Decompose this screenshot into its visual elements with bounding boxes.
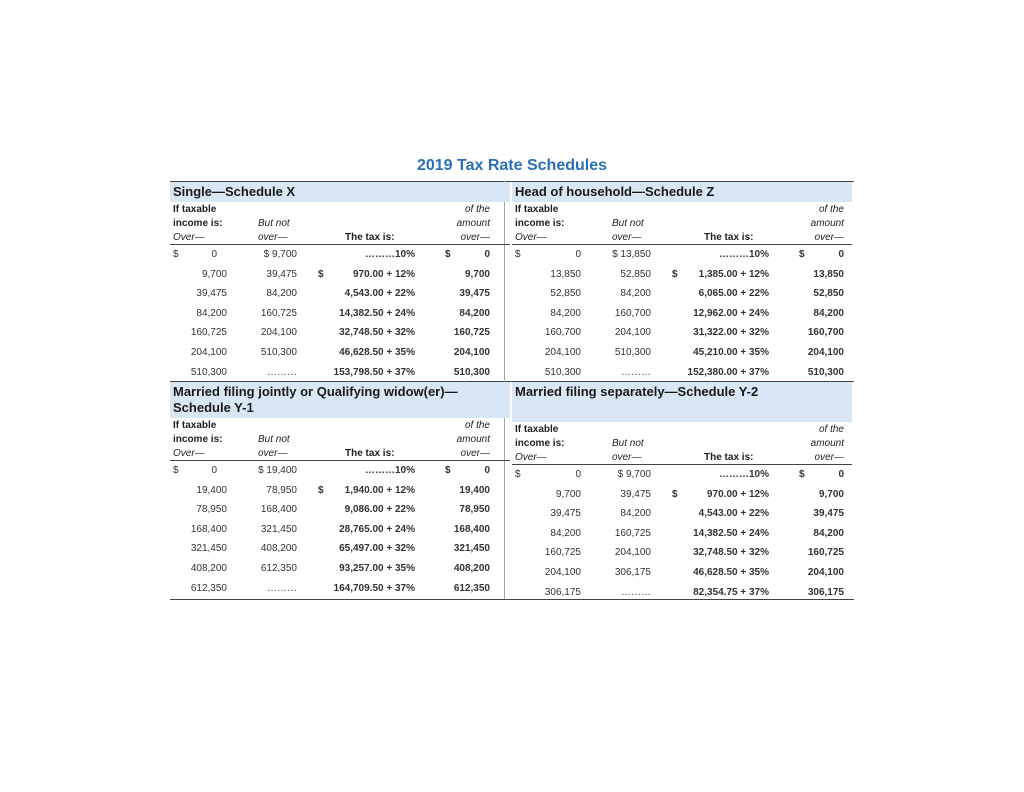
schedule-heading xyxy=(170,382,510,418)
tax-dollar: $ xyxy=(672,268,678,280)
over-value: 510,300 xyxy=(544,366,581,378)
tax-value: 970.00 + 12% xyxy=(353,268,415,280)
header-but-not-over: over— xyxy=(258,448,288,459)
rate-rows xyxy=(512,465,852,602)
amount-value: 306,175 xyxy=(807,586,844,598)
over-value: 306,175 xyxy=(544,586,581,598)
amount-value: 9,700 xyxy=(464,268,490,280)
amount-value: 84,200 xyxy=(813,307,844,319)
tax-value: 1,385.00 + 12% xyxy=(698,268,769,280)
tax-value: 153,798.50 + 37% xyxy=(333,366,415,378)
over-value: 408,200 xyxy=(190,562,227,574)
header-but-not: But not xyxy=(258,434,290,445)
tax-value: ………10% xyxy=(718,249,769,260)
header-but-not: But not xyxy=(258,218,290,229)
amount-value: 39,475 xyxy=(813,508,844,520)
but-not-value: 204,100 xyxy=(614,327,651,339)
tax-value: 31,322.00 + 32% xyxy=(693,327,769,339)
amount-value: 510,300 xyxy=(453,366,490,378)
rate-row xyxy=(170,284,510,304)
header-if-taxable: If taxable xyxy=(173,420,217,431)
header-if-taxable: If taxable xyxy=(515,204,559,215)
header-but-not-over: over— xyxy=(612,232,642,243)
schedule-z xyxy=(512,182,852,382)
header-tax-is: The tax is: xyxy=(345,448,395,459)
header-income-is: income is: xyxy=(173,218,223,229)
tax-value: ………10% xyxy=(718,469,769,480)
tax-value: ………10% xyxy=(364,465,415,476)
tax-value: 1,940.00 + 12% xyxy=(344,484,415,496)
header-of-the: of the xyxy=(818,424,844,435)
header-but-not-over: over— xyxy=(612,452,642,463)
rate-row xyxy=(512,563,852,583)
but-not-value: 52,850 xyxy=(620,268,651,280)
header-over: Over— xyxy=(515,232,547,243)
rate-row xyxy=(512,284,852,304)
header-but-not-over: over— xyxy=(258,232,288,243)
tax-value: 46,628.50 + 35% xyxy=(693,566,769,578)
amount-value: 78,950 xyxy=(459,504,490,516)
but-not-value: 160,725 xyxy=(260,307,297,319)
amount-value: 0 xyxy=(838,249,844,260)
but-not-value: 84,200 xyxy=(620,288,651,300)
amount-value: 160,700 xyxy=(807,327,844,339)
but-not-value: 612,350 xyxy=(260,562,297,574)
column-headers xyxy=(170,202,510,245)
amount-value: 39,475 xyxy=(459,288,490,300)
amount-value: 19,400 xyxy=(459,484,490,496)
but-not-value: 39,475 xyxy=(266,268,297,280)
tax-value: 93,257.00 + 35% xyxy=(339,562,415,574)
tax-value: 4,543.00 + 22% xyxy=(344,288,415,300)
header-of-the: of the xyxy=(464,204,490,215)
over-value: 612,350 xyxy=(190,582,227,594)
header-over: Over— xyxy=(173,448,205,459)
over-value: 84,200 xyxy=(196,307,227,319)
over-value: 168,400 xyxy=(190,523,227,535)
amount-value: 0 xyxy=(838,469,844,480)
rate-rows xyxy=(512,245,852,382)
rate-row xyxy=(170,500,510,520)
header-amount-over: over— xyxy=(460,232,490,243)
over-value: 39,475 xyxy=(196,288,227,300)
schedule-x xyxy=(170,182,510,382)
over-value: 160,725 xyxy=(544,547,581,559)
header-amount: amount xyxy=(456,434,490,445)
rate-row xyxy=(512,504,852,524)
amount-value: 84,200 xyxy=(813,527,844,539)
header-tax-is: The tax is: xyxy=(345,232,395,243)
over-dollar: $ xyxy=(173,465,179,476)
header-income-is: income is: xyxy=(515,438,565,449)
over-value: 204,100 xyxy=(544,566,581,578)
rate-rows xyxy=(170,461,510,598)
rate-row xyxy=(170,304,510,324)
rate-row xyxy=(170,539,510,559)
rate-rows xyxy=(170,245,510,382)
rate-row xyxy=(170,520,510,540)
rate-row xyxy=(170,363,510,383)
over-value: 510,300 xyxy=(190,366,227,378)
tax-value: 32,748.50 + 32% xyxy=(339,327,415,339)
rate-row xyxy=(170,323,510,343)
tax-value: ………10% xyxy=(364,249,415,260)
header-income-is: income is: xyxy=(515,218,565,229)
header-but-not: But not xyxy=(612,218,644,229)
header-if-taxable: If taxable xyxy=(173,204,217,215)
rate-row xyxy=(512,323,852,343)
but-not-value: 39,475 xyxy=(620,488,651,500)
over-value: 9,700 xyxy=(201,268,227,280)
over-value: 39,475 xyxy=(550,508,581,520)
amount-value: 204,100 xyxy=(807,566,844,578)
rate-row xyxy=(170,559,510,579)
rate-row xyxy=(170,461,510,481)
rate-row xyxy=(170,265,510,285)
amount-value: 160,725 xyxy=(807,547,844,559)
header-if-taxable: If taxable xyxy=(515,424,559,435)
header-amount-over: over— xyxy=(814,452,844,463)
over-value: 160,700 xyxy=(544,327,581,339)
amount-value: 204,100 xyxy=(807,346,844,358)
tax-value: 12,962.00 + 24% xyxy=(693,307,769,319)
page-title: 2019 Tax Rate Schedules xyxy=(416,157,608,174)
tax-value: 28,765.00 + 24% xyxy=(339,523,415,535)
amount-value: 84,200 xyxy=(459,307,490,319)
tax-dollar: $ xyxy=(672,488,678,500)
rate-row xyxy=(512,485,852,505)
over-value: 0 xyxy=(211,249,217,260)
but-not-value: 84,200 xyxy=(620,508,651,520)
header-over: Over— xyxy=(515,452,547,463)
tax-value: 45,210.00 + 35% xyxy=(693,346,769,358)
tax-dollar: $ xyxy=(318,484,324,496)
but-not-value: ……… xyxy=(621,586,651,598)
amount-value: 204,100 xyxy=(453,346,490,358)
schedule-heading: Head of household—Schedule Z xyxy=(512,182,852,202)
but-not-value: $ 9,700 xyxy=(263,249,297,260)
but-not-value: 160,700 xyxy=(614,307,651,319)
but-not-value: 204,100 xyxy=(614,547,651,559)
but-not-value: ……… xyxy=(267,582,297,594)
rate-row xyxy=(512,245,852,265)
tax-value: 65,497.00 + 32% xyxy=(339,543,415,555)
tax-value: 164,709.50 + 37% xyxy=(333,582,415,594)
rate-row xyxy=(170,245,510,265)
header-income-is: income is: xyxy=(173,434,223,445)
rate-row xyxy=(512,363,852,383)
schedule-y2 xyxy=(512,382,852,602)
header-but-not: But not xyxy=(612,438,644,449)
tax-value: 152,380.00 + 37% xyxy=(687,366,769,378)
over-value: 0 xyxy=(575,249,581,260)
but-not-value: 84,200 xyxy=(266,288,297,300)
tax-value: 970.00 + 12% xyxy=(707,488,769,500)
but-not-value: ……… xyxy=(621,366,651,378)
amount-dollar: $ xyxy=(445,465,451,476)
over-value: 204,100 xyxy=(544,346,581,358)
over-dollar: $ xyxy=(173,249,179,260)
schedule-heading-line2: Schedule Y-1 xyxy=(173,400,254,415)
over-dollar: $ xyxy=(515,249,521,260)
tax-value: 46,628.50 + 35% xyxy=(339,346,415,358)
amount-value: 612,350 xyxy=(453,582,490,594)
but-not-value: 510,300 xyxy=(260,346,297,358)
over-value: 84,200 xyxy=(550,307,581,319)
header-amount: amount xyxy=(810,438,844,449)
rate-row xyxy=(170,579,510,599)
but-not-value: $ 19,400 xyxy=(258,465,297,476)
header-amount: amount xyxy=(810,218,844,229)
but-not-value: 510,300 xyxy=(614,346,651,358)
but-not-value: $ 9,700 xyxy=(617,469,651,480)
but-not-value: ……… xyxy=(267,366,297,378)
tax-value: 14,382.50 + 24% xyxy=(693,527,769,539)
header-over: Over— xyxy=(173,232,205,243)
amount-value: 168,400 xyxy=(453,523,490,535)
amount-value: 408,200 xyxy=(453,562,490,574)
over-value: 19,400 xyxy=(196,484,227,496)
amount-value: 13,850 xyxy=(813,268,844,280)
amount-dollar: $ xyxy=(799,469,805,480)
over-value: 52,850 xyxy=(550,288,581,300)
but-not-value: 204,100 xyxy=(260,327,297,339)
over-value: 160,725 xyxy=(190,327,227,339)
over-value: 9,700 xyxy=(555,488,581,500)
rate-row xyxy=(512,524,852,544)
but-not-value: $ 13,850 xyxy=(612,249,651,260)
rate-row xyxy=(512,543,852,563)
header-amount-over: over— xyxy=(814,232,844,243)
column-headers xyxy=(512,202,852,245)
over-value: 84,200 xyxy=(550,527,581,539)
amount-value: 52,850 xyxy=(813,288,844,300)
amount-value: 0 xyxy=(484,465,490,476)
tax-value: 4,543.00 + 22% xyxy=(698,508,769,520)
schedule-y1 xyxy=(170,382,510,598)
amount-value: 160,725 xyxy=(453,327,490,339)
over-value: 78,950 xyxy=(196,504,227,516)
amount-dollar: $ xyxy=(799,249,805,260)
header-of-the: of the xyxy=(464,420,490,431)
rate-row xyxy=(170,481,510,501)
but-not-value: 168,400 xyxy=(260,504,297,516)
tax-dollar: $ xyxy=(318,268,324,280)
header-tax-is: The tax is: xyxy=(704,232,754,243)
amount-value: 9,700 xyxy=(818,488,844,500)
but-not-value: 408,200 xyxy=(260,543,297,555)
over-value: 321,450 xyxy=(190,543,227,555)
over-dollar: $ xyxy=(515,469,521,480)
rate-row xyxy=(512,343,852,363)
header-amount: amount xyxy=(456,218,490,229)
but-not-value: 306,175 xyxy=(614,566,651,578)
rate-row xyxy=(512,465,852,485)
column-headers xyxy=(512,422,852,465)
but-not-value: 78,950 xyxy=(266,484,297,496)
amount-dollar: $ xyxy=(445,249,451,260)
amount-value: 321,450 xyxy=(453,543,490,555)
amount-value: 510,300 xyxy=(807,366,844,378)
rate-row xyxy=(512,583,852,603)
schedule-heading-line1: Married filing jointly or Qualifying widow(er)— xyxy=(173,384,458,399)
but-not-value: 321,450 xyxy=(260,523,297,535)
tax-value: 6,065.00 + 22% xyxy=(698,288,769,300)
schedule-heading: Single—Schedule X xyxy=(170,182,510,202)
amount-value: 0 xyxy=(484,249,490,260)
over-value: 13,850 xyxy=(550,268,581,280)
rate-row xyxy=(512,265,852,285)
over-value: 204,100 xyxy=(190,346,227,358)
header-amount-over: over— xyxy=(460,448,490,459)
but-not-value: 160,725 xyxy=(614,527,651,539)
tax-value: 32,748.50 + 32% xyxy=(693,547,769,559)
tax-value: 82,354.75 + 37% xyxy=(693,586,769,598)
header-tax-is: The tax is: xyxy=(704,452,754,463)
over-value: 0 xyxy=(211,465,217,476)
over-value: 0 xyxy=(575,469,581,480)
rate-row xyxy=(170,343,510,363)
schedule-heading: Married filing separately—Schedule Y-2 xyxy=(512,382,852,422)
header-of-the: of the xyxy=(818,204,844,215)
rate-row xyxy=(512,304,852,324)
tax-value: 14,382.50 + 24% xyxy=(339,307,415,319)
tax-value: 9,086.00 + 22% xyxy=(344,504,415,516)
column-headers xyxy=(170,418,510,461)
